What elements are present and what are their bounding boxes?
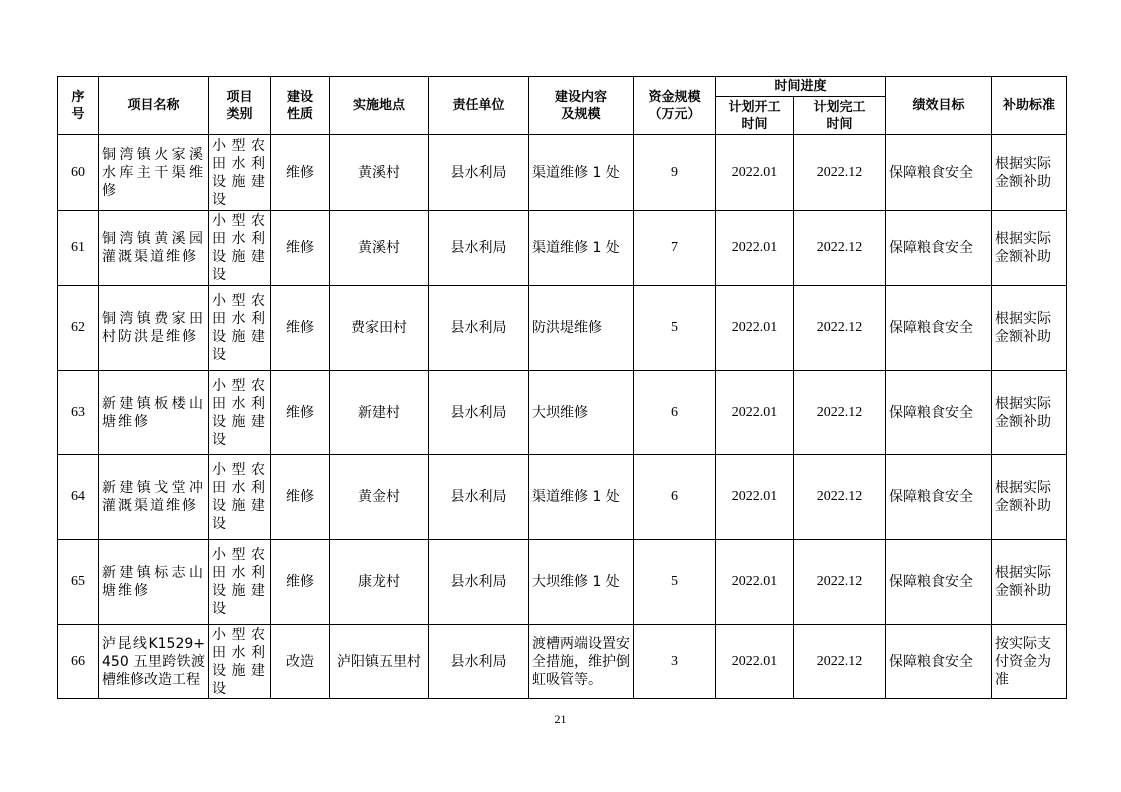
cell-goal: 保障粮食安全: [886, 286, 992, 371]
cell-nature: 维修: [271, 211, 330, 286]
cell-content: 渠道维修 1 处: [529, 211, 634, 286]
cell-goal: 保障粮食安全: [886, 211, 992, 286]
cell-category: 小型农田水利设施建设: [209, 455, 271, 540]
cell-content: 大坝维修: [529, 371, 634, 455]
cell-category: 小型农田水利设施建设: [209, 286, 271, 371]
table-row: [58, 540, 1067, 625]
header-seq-label: 序 号: [71, 89, 85, 122]
header-start-label: 计划开工 时间: [728, 99, 781, 132]
cell-name: 铜湾镇火家溪水库主干渠维修: [99, 135, 209, 211]
cell-end: 2022.12: [794, 625, 886, 699]
header-end: [794, 97, 886, 135]
table-row: [58, 286, 1067, 371]
cell-location: 费家田村: [330, 286, 429, 371]
cell-unit: 县水利局: [429, 211, 529, 286]
cell-name: 铜湾镇黄溪园灌溉渠道维修: [99, 211, 209, 286]
cell-end: 2022.12: [794, 371, 886, 455]
header-goal: [886, 77, 992, 135]
cell-name: 铜湾镇费家田村防洪是维修: [99, 286, 209, 371]
cell-subsidy: 根据实际金额补助: [992, 540, 1067, 625]
cell-fund: 5: [634, 540, 716, 625]
cell-subsidy: 根据实际金额补助: [992, 211, 1067, 286]
cell-end: 2022.12: [794, 211, 886, 286]
cell-location: 黄溪村: [330, 135, 429, 211]
header-seq: [58, 77, 99, 135]
header-fund: [634, 77, 716, 135]
cell-nature: 维修: [271, 455, 330, 540]
cell-seq: 60: [58, 135, 99, 211]
cell-name: 泸昆线K1529+450 五里跨铁渡槽维修改造工程: [99, 625, 209, 699]
cell-fund: 6: [634, 371, 716, 455]
cell-end: 2022.12: [794, 135, 886, 211]
cell-content: 大坝维修 1 处: [529, 540, 634, 625]
cell-nature: 维修: [271, 371, 330, 455]
cell-start: 2022.01: [716, 135, 794, 211]
cell-category: 小型农田水利设施建设: [209, 625, 271, 699]
cell-nature: 改造: [271, 625, 330, 699]
header-start: [716, 97, 794, 135]
cell-content: 渡槽两端设置安全措施，维护倒虹吸管等。: [529, 625, 634, 699]
cell-seq: 63: [58, 371, 99, 455]
cell-location: 黄金村: [330, 455, 429, 540]
cell-start: 2022.01: [716, 455, 794, 540]
table-row: [58, 135, 1067, 211]
cell-end: 2022.12: [794, 286, 886, 371]
header-schedule-label: 时间进度: [774, 79, 827, 94]
cell-fund: 5: [634, 286, 716, 371]
cell-seq: 66: [58, 625, 99, 699]
cell-subsidy: 按实际支付资金为准: [992, 625, 1067, 699]
cell-goal: 保障粮食安全: [886, 135, 992, 211]
cell-category: 小型农田水利设施建设: [209, 135, 271, 211]
cell-start: 2022.01: [716, 286, 794, 371]
cell-location: 泸阳镇五里村: [330, 625, 429, 699]
cell-category: 小型农田水利设施建设: [209, 211, 271, 286]
cell-fund: 7: [634, 211, 716, 286]
header-subsidy-label: 补助标准: [1003, 98, 1056, 113]
project-table: [57, 76, 1067, 699]
header-subsidy: [992, 77, 1067, 135]
header-nature-label: 建设 性质: [286, 89, 313, 122]
cell-subsidy: 根据实际金额补助: [992, 371, 1067, 455]
cell-start: 2022.01: [716, 540, 794, 625]
header-category-label: 项目 类别: [226, 89, 253, 122]
cell-unit: 县水利局: [429, 455, 529, 540]
cell-fund: 9: [634, 135, 716, 211]
cell-goal: 保障粮食安全: [886, 540, 992, 625]
cell-subsidy: 根据实际金额补助: [992, 286, 1067, 371]
cell-start: 2022.01: [716, 371, 794, 455]
header-name-label: 项目名称: [127, 98, 180, 113]
table-row: [58, 625, 1067, 699]
cell-nature: 维修: [271, 286, 330, 371]
cell-seq: 61: [58, 211, 99, 286]
cell-subsidy: 根据实际金额补助: [992, 455, 1067, 540]
cell-name: 新建镇戈堂冲灌溉渠道维修: [99, 455, 209, 540]
cell-category: 小型农田水利设施建设: [209, 371, 271, 455]
cell-nature: 维修: [271, 540, 330, 625]
header-content: [529, 77, 634, 135]
cell-seq: 64: [58, 455, 99, 540]
table-row: [58, 211, 1067, 286]
cell-location: 康龙村: [330, 540, 429, 625]
cell-fund: 6: [634, 455, 716, 540]
header-fund-label: 资金规模 （万元）: [648, 89, 701, 122]
cell-goal: 保障粮食安全: [886, 455, 992, 540]
cell-category: 小型农田水利设施建设: [209, 540, 271, 625]
cell-unit: 县水利局: [429, 135, 529, 211]
cell-name: 新建镇板楼山塘维修: [99, 371, 209, 455]
cell-end: 2022.12: [794, 540, 886, 625]
header-name: [99, 77, 209, 135]
cell-seq: 62: [58, 286, 99, 371]
cell-name: 新建镇标志山塘维修: [99, 540, 209, 625]
header-location: [330, 77, 429, 135]
header-location-label: 实施地点: [352, 98, 405, 113]
cell-subsidy: 根据实际金额补助: [992, 135, 1067, 211]
page-number: 21: [554, 712, 567, 726]
header-goal-label: 绩效目标: [912, 98, 965, 113]
header-schedule: [716, 77, 886, 97]
cell-unit: 县水利局: [429, 625, 529, 699]
cell-goal: 保障粮食安全: [886, 625, 992, 699]
cell-content: 渠道维修 1 处: [529, 455, 634, 540]
cell-content: 渠道维修 1 处: [529, 135, 634, 211]
cell-content: 防洪堤维修: [529, 286, 634, 371]
cell-nature: 维修: [271, 135, 330, 211]
cell-seq: 65: [58, 540, 99, 625]
cell-start: 2022.01: [716, 625, 794, 699]
cell-unit: 县水利局: [429, 286, 529, 371]
cell-unit: 县水利局: [429, 540, 529, 625]
cell-end: 2022.12: [794, 455, 886, 540]
cell-goal: 保障粮食安全: [886, 371, 992, 455]
header-unit: [429, 77, 529, 135]
header-nature: [271, 77, 330, 135]
cell-fund: 3: [634, 625, 716, 699]
header-content-label: 建设内容 及规模: [554, 89, 607, 122]
cell-unit: 县水利局: [429, 371, 529, 455]
header-end-label: 计划完工 时间: [813, 99, 866, 132]
cell-location: 新建村: [330, 371, 429, 455]
cell-location: 黄溪村: [330, 211, 429, 286]
header-category: [209, 77, 271, 135]
header-unit-label: 责任单位: [452, 98, 505, 113]
cell-start: 2022.01: [716, 211, 794, 286]
table-row: [58, 371, 1067, 455]
table-row: [58, 455, 1067, 540]
